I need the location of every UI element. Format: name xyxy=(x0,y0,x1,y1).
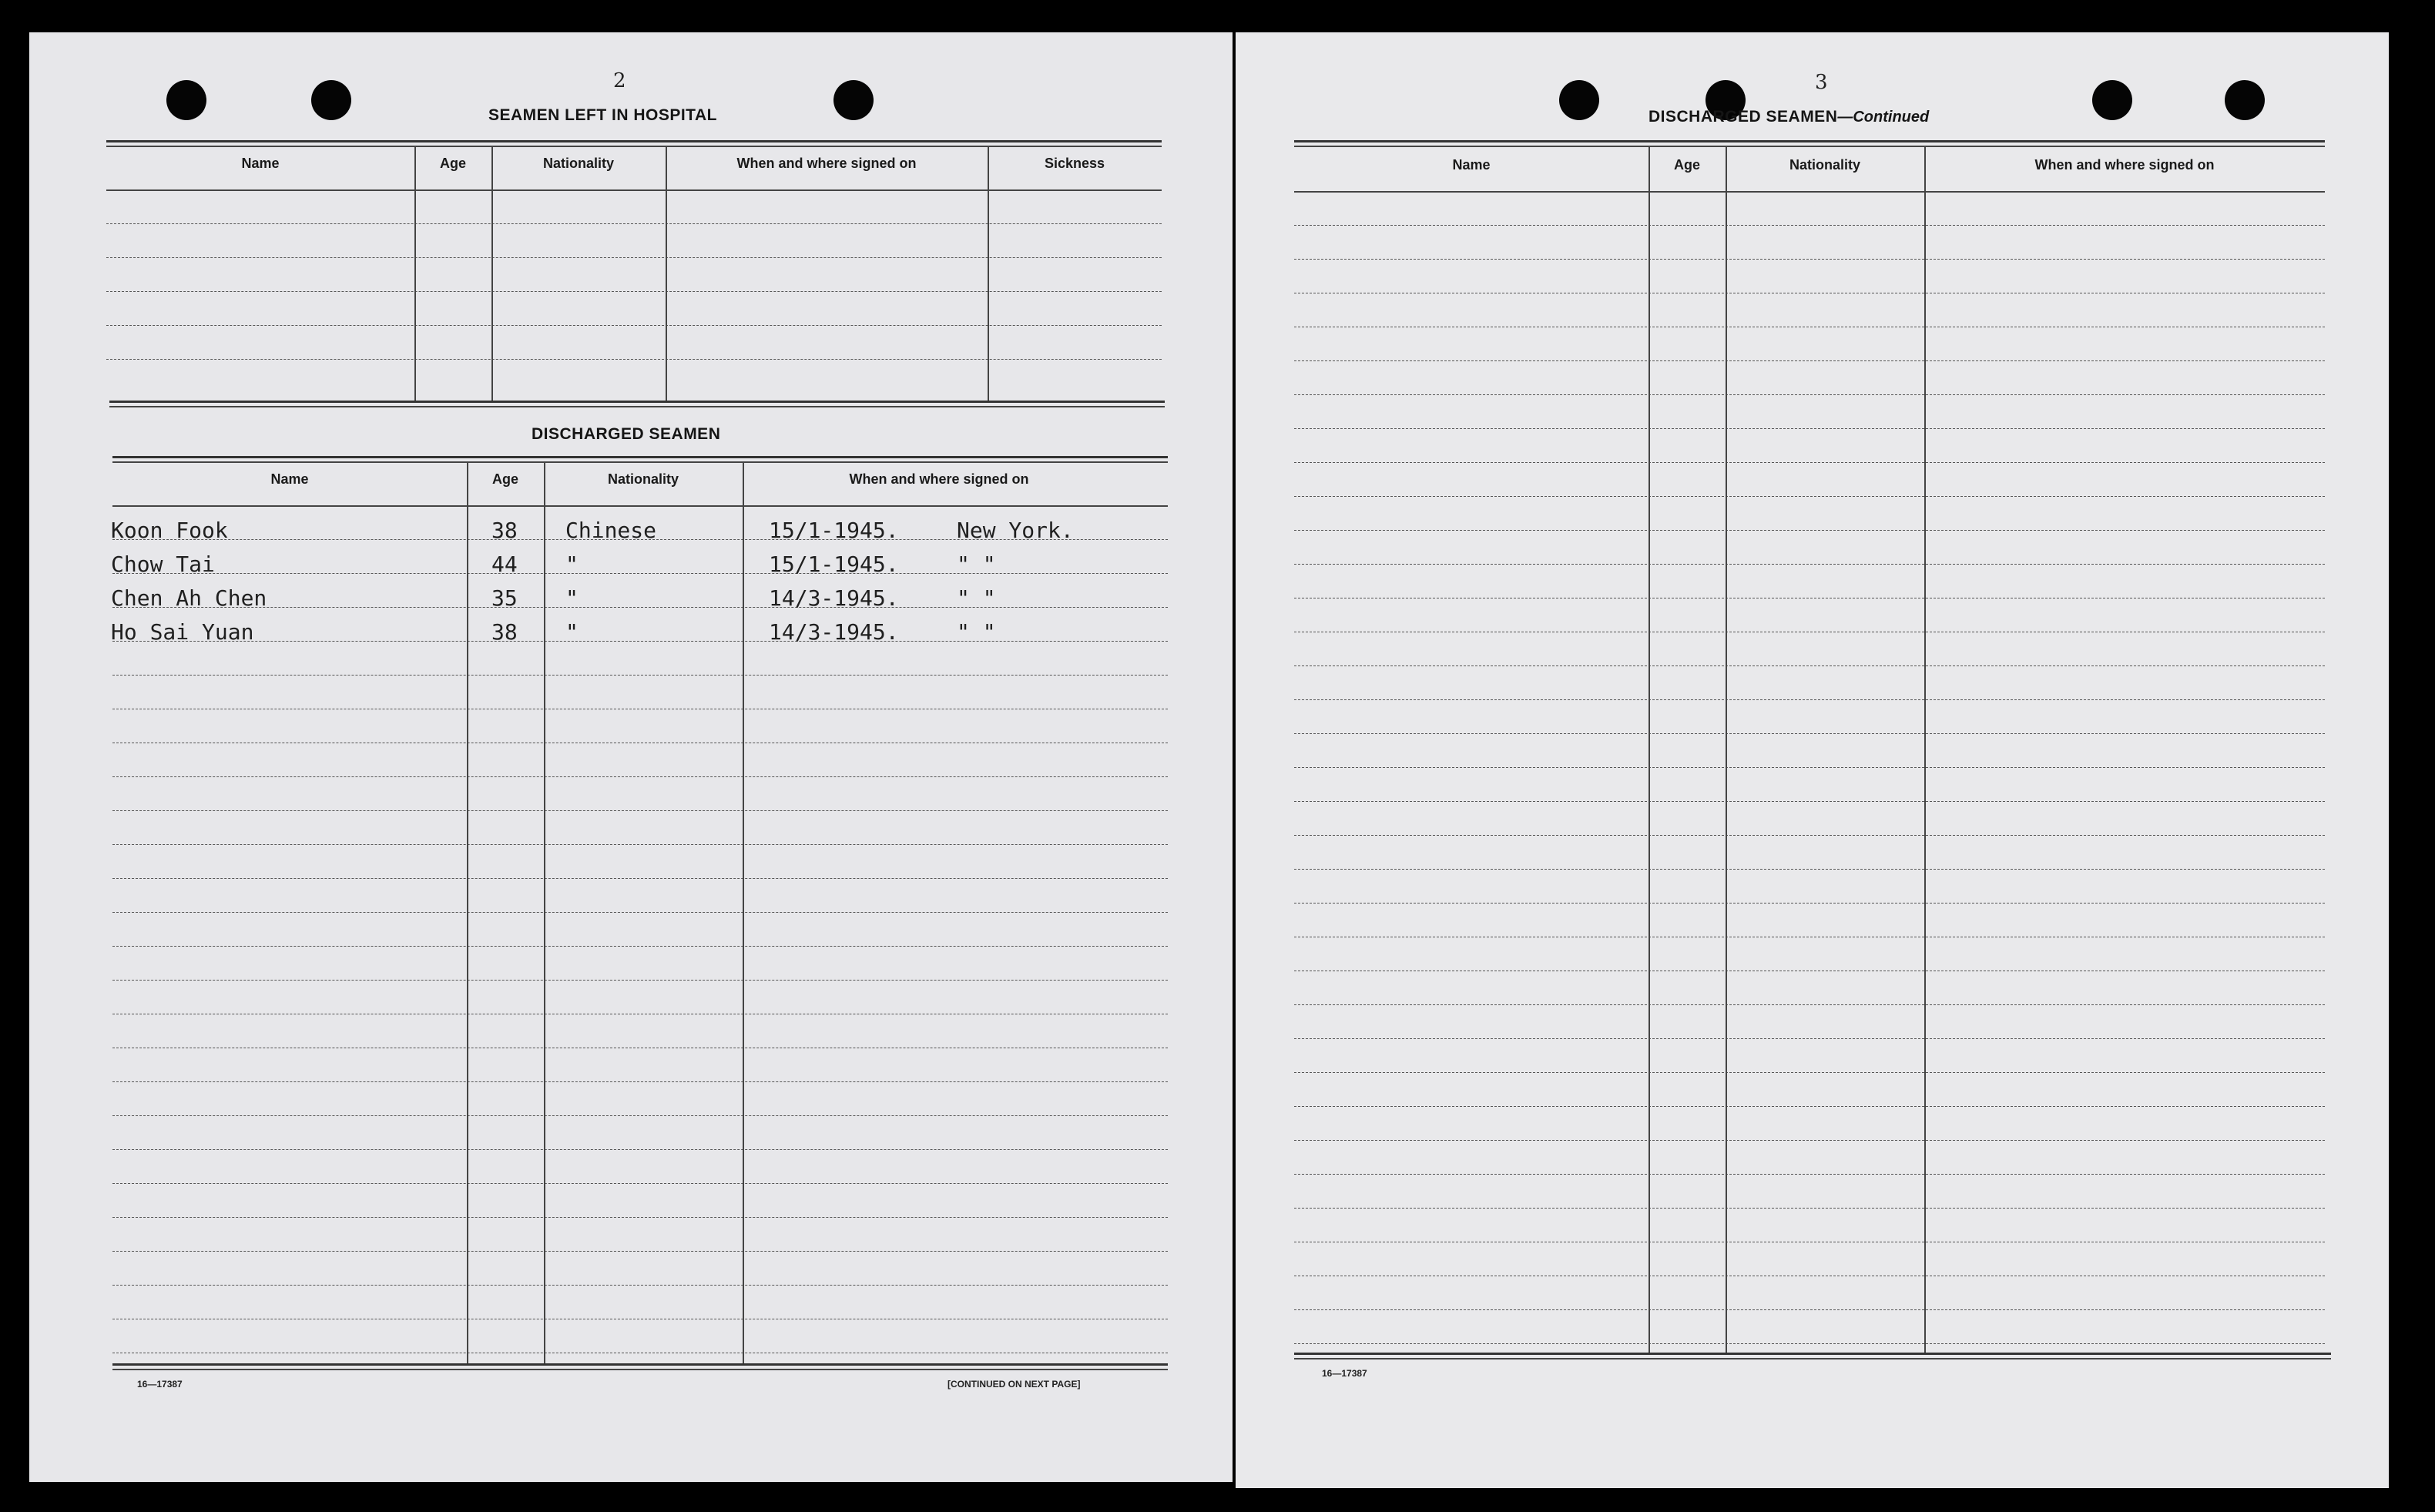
column-header-age: Age xyxy=(491,471,518,487)
ruled-line xyxy=(112,1251,1168,1252)
seaman-age: 38 xyxy=(491,518,518,543)
column-rule xyxy=(988,146,989,401)
right-bottom-rule xyxy=(1294,1353,2331,1355)
header-underline xyxy=(1294,191,2325,193)
ruled-line xyxy=(112,1285,1168,1286)
ruled-line xyxy=(112,1115,1168,1116)
column-rule xyxy=(743,461,744,1363)
column-rule xyxy=(1924,146,1926,1353)
column-rule xyxy=(467,461,468,1363)
ruled-line xyxy=(1294,1208,2325,1209)
discharged-bottom-rule xyxy=(112,1363,1168,1366)
ruled-line xyxy=(1294,903,2325,904)
ruled-line xyxy=(106,257,1162,258)
column-rule xyxy=(491,146,493,401)
signed-on-place: " " xyxy=(957,551,996,577)
column-header-name: Name xyxy=(1452,157,1491,173)
column-header-name: Name xyxy=(270,471,309,487)
seaman-name: Chow Tai xyxy=(111,551,215,577)
ruled-line xyxy=(1294,496,2325,497)
ruled-line xyxy=(1294,699,2325,700)
ruled-line xyxy=(1294,801,2325,802)
ruled-line xyxy=(1294,1106,2325,1107)
seaman-name: Ho Sai Yuan xyxy=(111,619,254,645)
ruled-line xyxy=(1294,564,2325,565)
ruled-line xyxy=(1294,394,2325,395)
ruled-line xyxy=(112,641,1168,642)
column-header-signed-on: When and where signed on xyxy=(849,471,1029,487)
ruled-line xyxy=(1294,259,2325,260)
ruled-line xyxy=(1294,869,2325,870)
ruled-line xyxy=(1294,1004,2325,1005)
ruled-line xyxy=(1294,1140,2325,1141)
form-number: 16—17387 xyxy=(1322,1368,1367,1379)
title-text: DISCHARGED SEAMEN xyxy=(1648,108,1838,126)
ruled-line xyxy=(1294,428,2325,429)
ruled-line xyxy=(1294,1072,2325,1073)
ruled-line xyxy=(106,325,1162,326)
seaman-name: Koon Fook xyxy=(111,518,228,543)
column-rule xyxy=(666,146,667,401)
ruled-line xyxy=(112,912,1168,913)
header-underline xyxy=(106,189,1162,191)
ruled-line xyxy=(112,1149,1168,1150)
ruled-line xyxy=(1294,1309,2325,1310)
hospital-top-rule xyxy=(106,140,1162,142)
signed-on-date: 14/3-1945. xyxy=(769,585,899,611)
column-header-sickness: Sickness xyxy=(1044,156,1105,171)
seaman-nationality: Chinese xyxy=(565,518,657,543)
ruled-line xyxy=(1294,1343,2325,1344)
ruled-line xyxy=(1294,530,2325,531)
ruled-line xyxy=(1294,835,2325,836)
discharged-section-title: DISCHARGED SEAMEN xyxy=(532,425,721,443)
header-underline xyxy=(112,505,1168,507)
column-header-signed-on: When and where signed on xyxy=(736,156,917,171)
signed-on-place: " " xyxy=(957,585,996,611)
ruled-line xyxy=(112,810,1168,811)
column-header-nationality: Nationality xyxy=(542,156,614,171)
seaman-age: 38 xyxy=(491,619,518,645)
punch-hole xyxy=(2092,80,2132,120)
ruled-line xyxy=(112,1183,1168,1184)
punch-hole xyxy=(2225,80,2265,120)
ruled-line xyxy=(106,359,1162,360)
column-header-name: Name xyxy=(241,156,280,171)
punch-hole xyxy=(166,80,206,120)
ruled-line xyxy=(106,223,1162,224)
punch-hole xyxy=(1559,80,1599,120)
signed-on-date: 14/3-1945. xyxy=(769,619,899,645)
left-page xyxy=(29,32,1233,1482)
ruled-line xyxy=(112,946,1168,947)
ruled-line xyxy=(1294,1174,2325,1175)
seaman-nationality: " xyxy=(565,585,579,611)
ruled-line xyxy=(106,291,1162,292)
seaman-nationality: " xyxy=(565,619,579,645)
column-header-nationality: Nationality xyxy=(607,471,679,487)
ruled-line xyxy=(112,776,1168,777)
right-top-rule xyxy=(1294,140,2325,142)
ruled-line xyxy=(112,1217,1168,1218)
column-rule xyxy=(414,146,416,401)
punch-hole xyxy=(311,80,351,120)
right-page xyxy=(1236,32,2389,1488)
ruled-line xyxy=(1294,360,2325,361)
ruled-line xyxy=(1294,1038,2325,1039)
ruled-line xyxy=(112,980,1168,981)
column-rule xyxy=(544,461,545,1363)
ruled-line xyxy=(112,878,1168,879)
continued-note: [CONTINUED ON NEXT PAGE] xyxy=(948,1379,1081,1390)
title-suffix: —Continued xyxy=(1837,109,1930,126)
discharged-continued-title xyxy=(1648,108,1929,126)
ruled-line xyxy=(112,844,1168,845)
column-header-age: Age xyxy=(439,156,466,171)
ruled-line xyxy=(1294,767,2325,768)
hospital-bottom-rule xyxy=(109,401,1165,403)
ruled-line xyxy=(1294,665,2325,666)
hospital-section-title: SEAMEN LEFT IN HOSPITAL xyxy=(488,106,717,124)
seaman-nationality: " xyxy=(565,551,579,577)
seaman-name: Chen Ah Chen xyxy=(111,585,267,611)
signed-on-date: 15/1-1945. xyxy=(769,551,899,577)
ruled-line xyxy=(112,607,1168,608)
seaman-age: 44 xyxy=(491,551,518,577)
seaman-age: 35 xyxy=(491,585,518,611)
page-number: 2 xyxy=(613,69,626,92)
column-header-nationality: Nationality xyxy=(1789,157,1860,173)
punch-hole xyxy=(833,80,874,120)
ruled-line xyxy=(112,675,1168,676)
column-header-age: Age xyxy=(1673,157,1700,173)
signed-on-place: New York. xyxy=(957,518,1074,543)
page-number: 3 xyxy=(1815,71,1828,94)
ruled-line xyxy=(1294,733,2325,734)
discharged-top-rule xyxy=(112,456,1168,458)
ruled-line xyxy=(112,573,1168,574)
form-number: 16—17387 xyxy=(137,1379,183,1390)
signed-on-date: 15/1-1945. xyxy=(769,518,899,543)
column-rule xyxy=(1726,146,1727,1353)
ruled-line xyxy=(112,1081,1168,1082)
column-rule xyxy=(1648,146,1650,1353)
ruled-line xyxy=(1294,462,2325,463)
column-header-signed-on: When and where signed on xyxy=(2034,157,2215,173)
signed-on-place: " " xyxy=(957,619,996,645)
ruled-line xyxy=(1294,225,2325,226)
